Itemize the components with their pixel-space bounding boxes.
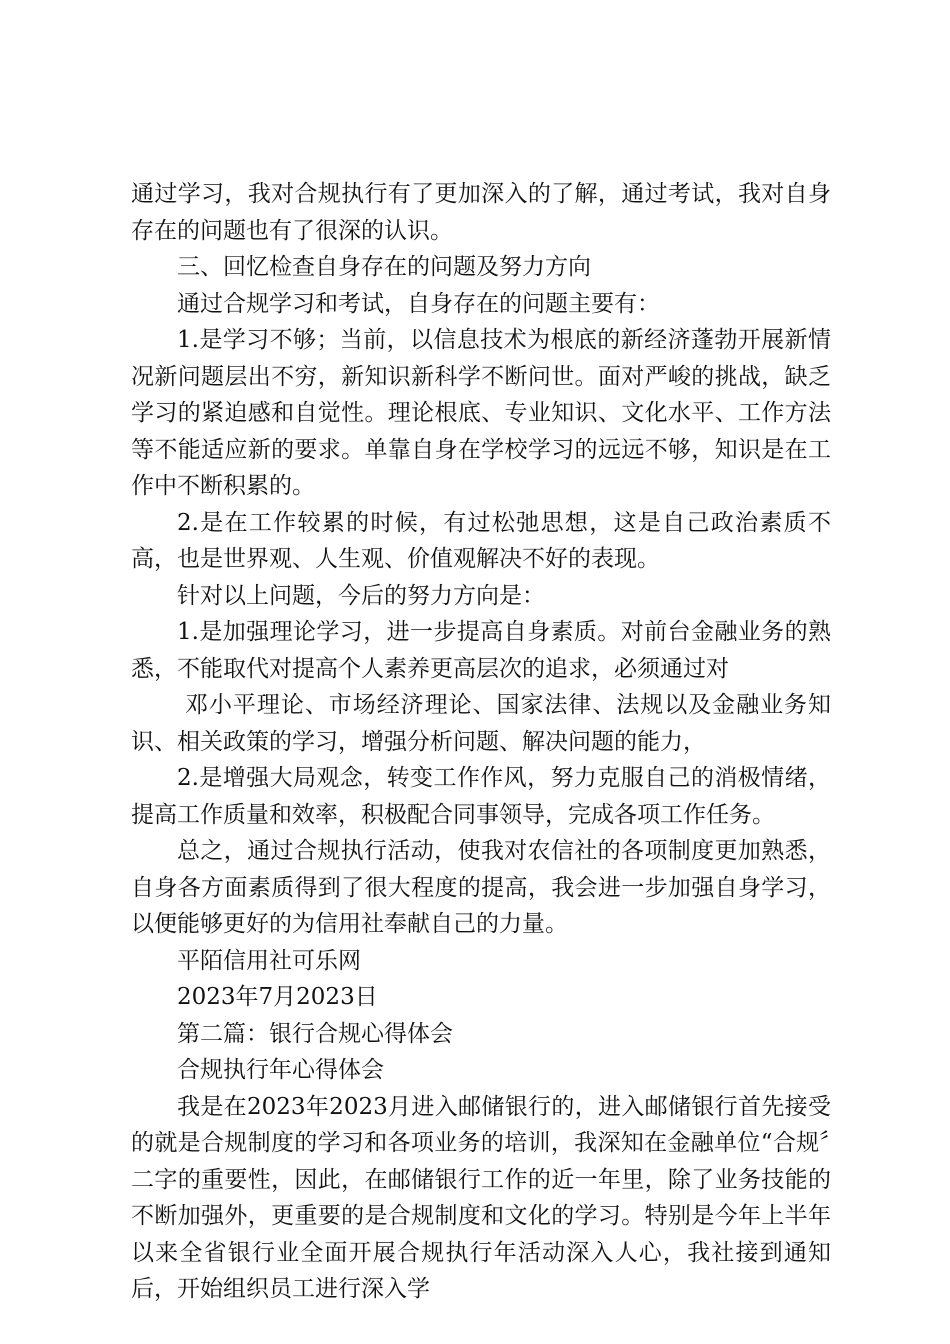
- signature-organization: 平陌信用社可乐网: [177, 947, 361, 974]
- signature-date: 2023年7月2023日: [177, 984, 378, 1010]
- paragraph-conclusion: 总之，通过合规执行活动，使我对农信社的各项制度更加熟悉，自身各方面素质得到了很大程度的提高，我会进一步加强自身学习，以便能够更好的为信用社奉献自己的力量。: [131, 838, 831, 937]
- paragraph-direction-1-continued: 邓小平理论、市场经济理论、国家法律、法规以及金融业务知识、相关政策的学习，增强分析问题、解决问题的能力，: [131, 692, 831, 755]
- section-heading-three: 三、回忆检查自身存在的问题及努力方向: [177, 254, 591, 280]
- paragraph-direction-2: 2.是增强大局观念，转变工作作风，努力克服自己的消极情绪，提高工作质量和效率，积极配合同事领导，完成各项工作任务。: [131, 765, 831, 828]
- section-title-second: 第二篇：银行合规心得体会: [177, 1020, 453, 1047]
- subtitle-compliance-year: 合规执行年心得体会: [177, 1057, 384, 1083]
- paragraph-postal-bank: 我是在2023年2023月进入邮储银行的，进入邮储银行首先接受的就是合规制度的学习和各项业务的培训，我深知在金融单位“合规〞二字的重要性，因此，在邮储银行工作的近一年里，除了业务技能的不断加强外，更重要的是合规制度和文化的学习。特别是今年上半年以来全省银行业全面开展合规执行年活动深入人心，我社接到通知后，开始组织员工进行深入学: [131, 1093, 831, 1302]
- paragraph-problem-2: 2.是在工作较累的时候，有过松弛思想，这是自己政治素质不高，也是世界观、人生观、价值观解决不好的表现。: [131, 509, 831, 572]
- document-body: [131, 176, 831, 1308]
- paragraph-problem-1: 1.是学习不够；当前，以信息技术为根底的新经济蓬勃开展新情况新问题层出不穷，新知识新科学不断问世。面对严峻的挑战，缺乏学习的紧迫感和自觉性。理论根底、专业知识、文化水平、工作方法等不能适应新的要求。单靠自身在学校学习的远远不够，知识是在工作中不断积累的。: [131, 327, 831, 499]
- paragraph-direction-1: 1.是加强理论学习，进一步提高自身素质。对前台金融业务的熟悉，不能取代对提高个人素养更高层次的追求，必须通过对: [131, 619, 831, 682]
- paragraph-directions-intro: 针对以上问题，今后的努力方向是：: [177, 582, 545, 609]
- paragraph-intro: 通过学习，我对合规执行有了更加深入的了解，通过考试，我对自身存在的问题也有了很深的认识。: [131, 181, 831, 244]
- paragraph-problems-intro: 通过合规学习和考试，自身存在的问题主要有：: [177, 290, 660, 317]
